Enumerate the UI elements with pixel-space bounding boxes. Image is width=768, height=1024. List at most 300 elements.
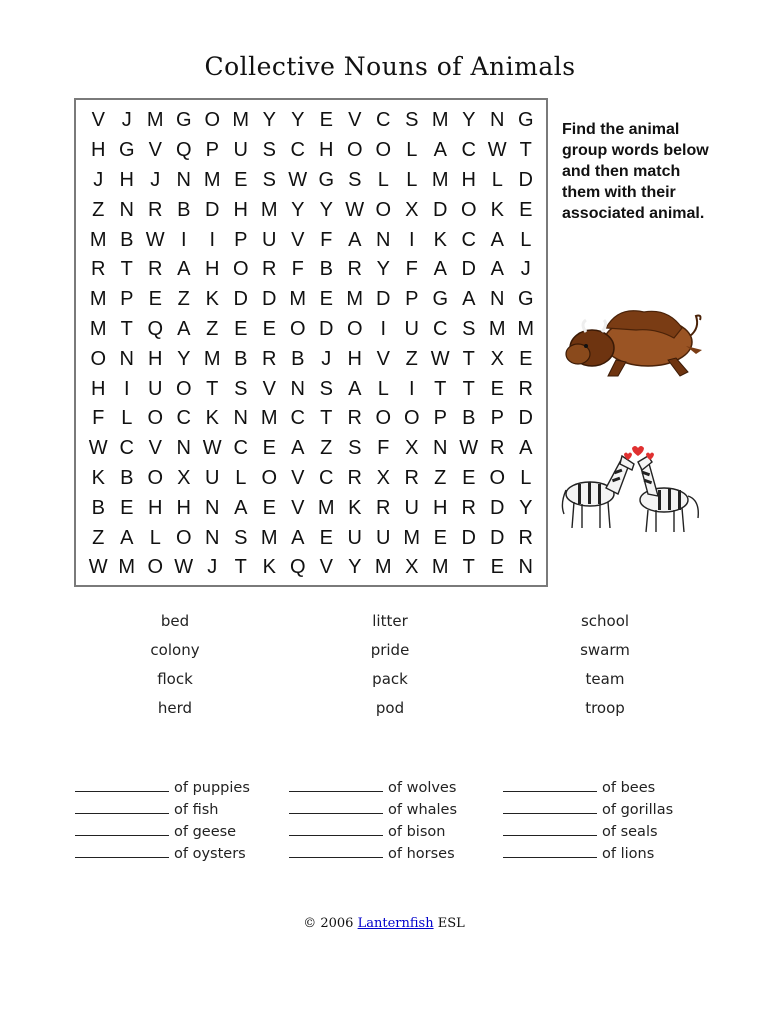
grid-cell[interactable]: I [380,317,387,340]
grid-cell[interactable]: O [346,139,363,162]
grid-cell[interactable]: E [262,437,276,460]
grid-cell[interactable]: A [120,526,134,549]
grid-cell[interactable]: J [121,109,132,132]
grid-cell[interactable]: I [123,377,130,400]
grid-cell[interactable]: T [234,556,247,579]
grid-cell[interactable]: E [120,496,134,519]
grid-cell[interactable]: N [518,556,533,579]
grid-cell[interactable]: A [291,526,305,549]
match-line: of geese [75,822,250,844]
word-item: pride [370,641,410,659]
zebras-icon [560,444,710,536]
match-column-3 [503,778,673,866]
grid-cell[interactable]: Y [319,198,333,221]
grid-cell[interactable]: T [434,377,447,400]
grid-cell[interactable]: H [319,139,334,162]
grid-cell[interactable]: E [319,109,333,132]
grid-cell[interactable]: E [462,466,476,489]
grid-cell[interactable]: D [376,288,391,311]
grid-cell[interactable]: L [491,168,503,191]
grid-cell[interactable]: V [148,139,162,162]
answer-blank[interactable] [289,845,383,858]
grid-cell[interactable]: H [205,258,220,281]
grid-cell[interactable]: E [148,288,162,311]
grid-cell[interactable]: R [148,198,163,221]
grid-cell[interactable]: A [348,228,362,251]
grid-cell[interactable]: S [319,377,333,400]
grid-cell[interactable]: G [118,139,135,162]
grid-cell[interactable]: B [91,496,105,519]
grid-cell[interactable]: R [490,437,505,460]
answer-blank[interactable] [289,801,383,814]
grid-cell[interactable]: D [490,496,505,519]
grid-cell[interactable]: O [147,466,164,489]
grid-cell[interactable]: M [317,496,335,519]
grid-cell[interactable]: W [88,556,108,579]
grid-cell[interactable]: M [403,526,421,549]
grid-cell[interactable]: L [121,407,133,430]
word-search-grid [84,106,540,581]
grid-cell[interactable]: C [319,466,334,489]
grid-cell[interactable]: I [408,228,415,251]
grid-cell[interactable]: H [176,496,191,519]
grid-cell[interactable]: R [347,407,362,430]
grid-cell[interactable]: N [376,228,391,251]
grid-cell[interactable]: C [290,139,305,162]
grid-cell[interactable]: M [517,317,535,340]
grid-cell[interactable]: X [405,437,419,460]
answer-blank[interactable] [289,779,383,792]
grid-cell[interactable]: W [88,437,108,460]
grid-cell[interactable]: O [147,407,164,430]
grid-cell[interactable]: I [408,377,415,400]
grid-cell[interactable]: M [431,556,449,579]
grid-cell[interactable]: O [403,407,420,430]
grid-cell[interactable]: G [517,109,534,132]
grid-cell[interactable]: X [490,347,504,370]
grid-cell[interactable]: N [176,437,191,460]
grid-cell[interactable]: S [234,377,248,400]
grid-cell[interactable]: L [520,228,532,251]
answer-blank[interactable] [75,823,169,836]
grid-cell[interactable]: H [91,139,106,162]
word-item: litter [372,612,408,630]
grid-cell[interactable]: J [321,347,332,370]
grid-cell[interactable]: R [404,466,419,489]
grid-cell[interactable]: D [461,258,476,281]
grid-cell[interactable]: G [517,288,534,311]
grid-cell[interactable]: E [234,317,248,340]
grid-cell[interactable]: W [202,437,222,460]
grid-cell[interactable]: N [233,407,248,430]
grid-cell[interactable]: J [150,168,161,191]
grid-cell[interactable]: V [291,228,305,251]
grid-cell[interactable]: Q [289,556,306,579]
grid-cell[interactable]: D [319,317,334,340]
grid-cell[interactable]: G [318,168,335,191]
grid-cell[interactable]: T [462,556,475,579]
grid-cell[interactable]: Z [434,466,447,489]
grid-cell[interactable]: M [203,347,221,370]
grid-cell[interactable]: E [262,317,276,340]
grid-cell[interactable]: M [232,109,250,132]
grid-cell[interactable]: C [290,407,305,430]
grid-cell[interactable]: W [459,437,479,460]
match-line: of gorillas [503,800,673,822]
grid-cell[interactable]: J [207,556,218,579]
grid-cell[interactable]: Z [92,526,105,549]
grid-cell[interactable]: C [461,228,476,251]
match-line: of wolves [289,778,457,800]
answer-blank[interactable] [75,779,169,792]
grid-cell[interactable]: Z [92,198,105,221]
grid-cell[interactable]: K [205,288,219,311]
grid-cell[interactable]: I [209,228,216,251]
grid-cell[interactable]: C [176,407,191,430]
grid-cell[interactable]: M [431,109,449,132]
grid-cell[interactable]: A [234,496,248,519]
grid-cell[interactable]: N [490,109,505,132]
grid-cell[interactable]: P [234,228,248,251]
grid-cell[interactable]: H [148,347,163,370]
grid-cell[interactable]: H [233,198,248,221]
answer-blank[interactable] [289,823,383,836]
grid-cell[interactable]: B [319,258,333,281]
grid-cell[interactable]: U [148,377,163,400]
grid-cell[interactable]: V [348,109,362,132]
grid-cell[interactable]: V [148,437,162,460]
grid-cell[interactable]: G [175,109,192,132]
grid-cell[interactable]: T [320,407,333,430]
grid-cell[interactable]: S [348,437,362,460]
grid-cell[interactable]: I [180,228,187,251]
grid-cell[interactable]: R [148,258,163,281]
grid-cell[interactable]: M [289,288,307,311]
grid-cell[interactable]: R [347,466,362,489]
word-list-column-2 [310,611,470,727]
grid-cell[interactable]: F [377,437,390,460]
grid-cell[interactable]: Q [147,317,164,340]
grid-cell[interactable]: S [262,168,276,191]
grid-cell[interactable]: O [147,556,164,579]
grid-cell[interactable]: H [461,168,476,191]
grid-cell[interactable]: B [120,466,134,489]
grid-cell[interactable]: M [260,407,278,430]
grid-cell[interactable]: D [433,198,448,221]
grid-cell[interactable]: X [177,466,191,489]
grid-cell[interactable]: Y [291,198,305,221]
grid-cell[interactable]: L [377,377,389,400]
grid-cell[interactable]: E [433,526,447,549]
grid-cell[interactable]: T [120,317,133,340]
grid-cell[interactable]: Z [177,288,190,311]
grid-cell[interactable]: D [461,526,476,549]
grid-cell[interactable]: A [433,258,447,281]
grid-cell[interactable]: R [347,258,362,281]
grid-cell[interactable]: C [376,109,391,132]
grid-cell[interactable]: W [345,198,365,221]
word-item: school [580,612,630,630]
grid-cell[interactable]: R [262,347,277,370]
grid-cell[interactable]: G [432,288,449,311]
grid-cell[interactable]: F [320,228,333,251]
grid-cell[interactable]: J [520,258,531,281]
grid-cell[interactable]: V [291,496,305,519]
grid-cell[interactable]: U [404,317,419,340]
match-line: of fish [75,800,250,822]
grid-cell[interactable]: Y [376,258,390,281]
grid-cell[interactable]: W [145,228,165,251]
grid-cell[interactable]: M [118,556,136,579]
grid-cell[interactable]: D [518,407,533,430]
grid-cell[interactable]: W [288,168,308,191]
grid-cell[interactable]: B [177,198,191,221]
grid-cell[interactable]: P [433,407,447,430]
grid-cell[interactable]: E [319,288,333,311]
grid-cell[interactable]: O [289,317,306,340]
answer-blank[interactable] [503,801,597,814]
grid-cell[interactable]: W [487,139,507,162]
grid-cell[interactable]: A [348,377,362,400]
grid-cell[interactable]: N [205,496,220,519]
grid-cell[interactable]: D [490,526,505,549]
grid-cell[interactable]: V [291,466,305,489]
grid-cell[interactable]: A [433,139,447,162]
match-line: of bison [289,822,457,844]
grid-cell[interactable]: T [519,139,532,162]
grid-cell[interactable]: P [405,288,419,311]
word-list-column-3 [525,611,685,727]
grid-cell[interactable]: V [91,109,105,132]
grid-cell[interactable]: D [262,288,277,311]
instructions-text: Find the animal group words below and then match them with their associated animal. [562,121,709,222]
grid-cell[interactable]: M [89,228,107,251]
grid-cell[interactable]: Y [177,347,191,370]
answer-blank[interactable] [75,845,169,858]
grid-cell[interactable]: T [206,377,219,400]
grid-cell[interactable]: M [374,556,392,579]
match-line: of seals [503,822,673,844]
match-column-2 [289,778,457,866]
grid-cell[interactable]: L [406,168,418,191]
grid-cell[interactable]: C [433,317,448,340]
grid-cell[interactable]: F [405,258,418,281]
grid-cell[interactable]: V [319,556,333,579]
grid-cell[interactable]: M [203,168,221,191]
grid-cell[interactable]: F [291,258,304,281]
grid-cell[interactable]: N [490,288,505,311]
grid-cell[interactable]: L [406,139,418,162]
match-line: of puppies [75,778,250,800]
grid-cell[interactable]: M [346,288,364,311]
grid-cell[interactable]: Y [262,109,276,132]
grid-cell[interactable]: M [89,317,107,340]
grid-cell[interactable]: H [119,168,134,191]
grid-cell[interactable]: U [205,466,220,489]
grid-cell[interactable]: H [347,347,362,370]
grid-cell[interactable]: C [461,139,476,162]
grid-cell[interactable]: N [433,437,448,460]
grid-cell[interactable]: Q [175,139,192,162]
footer-suffix: ESL [437,916,465,931]
grid-cell[interactable]: X [376,466,390,489]
grid-cell[interactable]: F [92,407,105,430]
worksheet-title: Collective Nouns of Animals [204,52,576,81]
grid-cell[interactable]: L [520,466,532,489]
grid-cell[interactable]: O [204,109,221,132]
grid-cell[interactable]: Z [320,437,333,460]
word-list-column-1 [95,611,255,727]
grid-cell[interactable]: Y [519,496,533,519]
grid-cell[interactable]: M [260,198,278,221]
grid-cell[interactable]: Y [462,109,476,132]
grid-cell[interactable]: N [176,168,191,191]
grid-cell[interactable]: M [89,288,107,311]
grid-cell[interactable]: N [290,377,305,400]
grid-cell[interactable]: O [375,198,392,221]
grid-cell[interactable]: H [433,496,448,519]
grid-cell[interactable]: A [291,437,305,460]
grid-cell[interactable]: L [235,466,247,489]
grid-cell[interactable]: S [348,168,362,191]
grid-cell[interactable]: D [518,168,533,191]
grid-cell[interactable]: C [119,437,134,460]
grid-cell[interactable]: R [376,496,391,519]
answer-blank[interactable] [503,845,597,858]
grid-cell[interactable]: P [120,288,134,311]
grid-cell[interactable]: O [375,139,392,162]
grid-cell[interactable]: S [405,109,419,132]
grid-cell[interactable]: E [490,556,504,579]
grid-cell[interactable]: P [490,407,504,430]
grid-cell[interactable]: N [205,526,220,549]
match-line: of bees [503,778,673,800]
grid-cell[interactable]: A [462,288,476,311]
grid-cell[interactable]: L [377,168,389,191]
word-search-box [74,98,548,587]
grid-cell[interactable]: U [347,526,362,549]
grid-cell[interactable]: O [489,466,506,489]
grid-cell[interactable]: Z [206,317,219,340]
grid-cell[interactable]: L [149,526,161,549]
grid-cell[interactable]: O [232,258,249,281]
word-item: pack [372,670,408,688]
grid-cell[interactable]: U [376,526,391,549]
grid-cell[interactable]: R [461,496,476,519]
grid-cell[interactable]: M [146,109,164,132]
match-line: of whales [289,800,457,822]
grid-cell[interactable]: O [261,466,278,489]
grid-cell[interactable]: R [91,258,106,281]
grid-cell[interactable]: A [177,258,191,281]
grid-cell[interactable]: M [431,168,449,191]
grid-cell[interactable]: Y [291,109,305,132]
grid-cell[interactable]: A [519,437,533,460]
grid-cell[interactable]: T [462,377,475,400]
grid-cell[interactable]: B [291,347,305,370]
grid-cell[interactable]: C [233,437,248,460]
grid-cell[interactable]: X [405,198,419,221]
copyright-text: © 2006 [303,916,354,931]
grid-cell[interactable]: O [175,377,192,400]
match-line: of horses [289,844,457,866]
grid-cell[interactable]: E [519,347,533,370]
grid-cell[interactable]: V [376,347,390,370]
grid-cell[interactable]: O [90,347,107,370]
grid-cell[interactable]: E [234,168,248,191]
grid-cell[interactable]: R [518,377,533,400]
grid-cell[interactable]: O [346,317,363,340]
grid-cell[interactable]: Z [405,347,418,370]
answer-blank[interactable] [503,823,597,836]
word-item: swarm [580,641,630,659]
grid-cell[interactable]: O [460,198,477,221]
grid-cell[interactable]: E [319,526,333,549]
grid-cell[interactable]: E [262,496,276,519]
grid-cell[interactable]: W [174,556,194,579]
grid-cell[interactable]: U [262,228,277,251]
grid-cell[interactable]: K [262,556,276,579]
grid-cell[interactable]: B [462,407,476,430]
answer-blank[interactable] [75,801,169,814]
grid-cell[interactable]: K [433,228,447,251]
grid-cell[interactable]: P [205,139,219,162]
grid-cell[interactable]: S [234,526,248,549]
grid-cell[interactable]: K [348,496,362,519]
grid-cell[interactable]: N [119,347,134,370]
grid-cell[interactable]: M [260,526,278,549]
grid-cell[interactable]: K [91,466,105,489]
grid-cell[interactable]: N [119,198,134,221]
grid-cell[interactable]: A [490,228,504,251]
grid-cell[interactable]: O [375,407,392,430]
grid-cell[interactable]: M [488,317,506,340]
grid-cell[interactable]: U [404,496,419,519]
grid-cell[interactable]: T [462,347,475,370]
grid-cell[interactable]: H [91,377,106,400]
grid-cell[interactable]: K [490,198,504,221]
grid-cell[interactable]: E [519,198,533,221]
grid-cell[interactable]: D [205,198,220,221]
bison-icon [556,298,706,384]
grid-cell[interactable]: H [148,496,163,519]
grid-cell[interactable]: J [93,168,104,191]
grid-cell[interactable]: O [175,526,192,549]
footer [0,916,768,931]
grid-cell[interactable]: E [490,377,504,400]
grid-cell[interactable]: D [233,288,248,311]
grid-cell[interactable]: A [177,317,191,340]
grid-cell[interactable]: T [120,258,133,281]
grid-cell[interactable]: U [233,139,248,162]
grid-cell[interactable]: Y [348,556,362,579]
lanternfish-link[interactable]: Lanternfish [357,916,434,931]
answer-blank[interactable] [503,779,597,792]
grid-cell[interactable]: W [430,347,450,370]
word-item: herd [157,699,193,717]
grid-cell[interactable]: S [262,139,276,162]
grid-cell[interactable]: B [234,347,248,370]
grid-cell[interactable]: S [462,317,476,340]
grid-cell[interactable]: R [262,258,277,281]
grid-cell[interactable]: A [490,258,504,281]
grid-cell[interactable]: V [262,377,276,400]
match-column-1 [75,778,250,866]
grid-cell[interactable]: R [518,526,533,549]
grid-cell[interactable]: X [405,556,419,579]
grid-cell[interactable]: K [205,407,219,430]
grid-cell[interactable]: B [120,228,134,251]
